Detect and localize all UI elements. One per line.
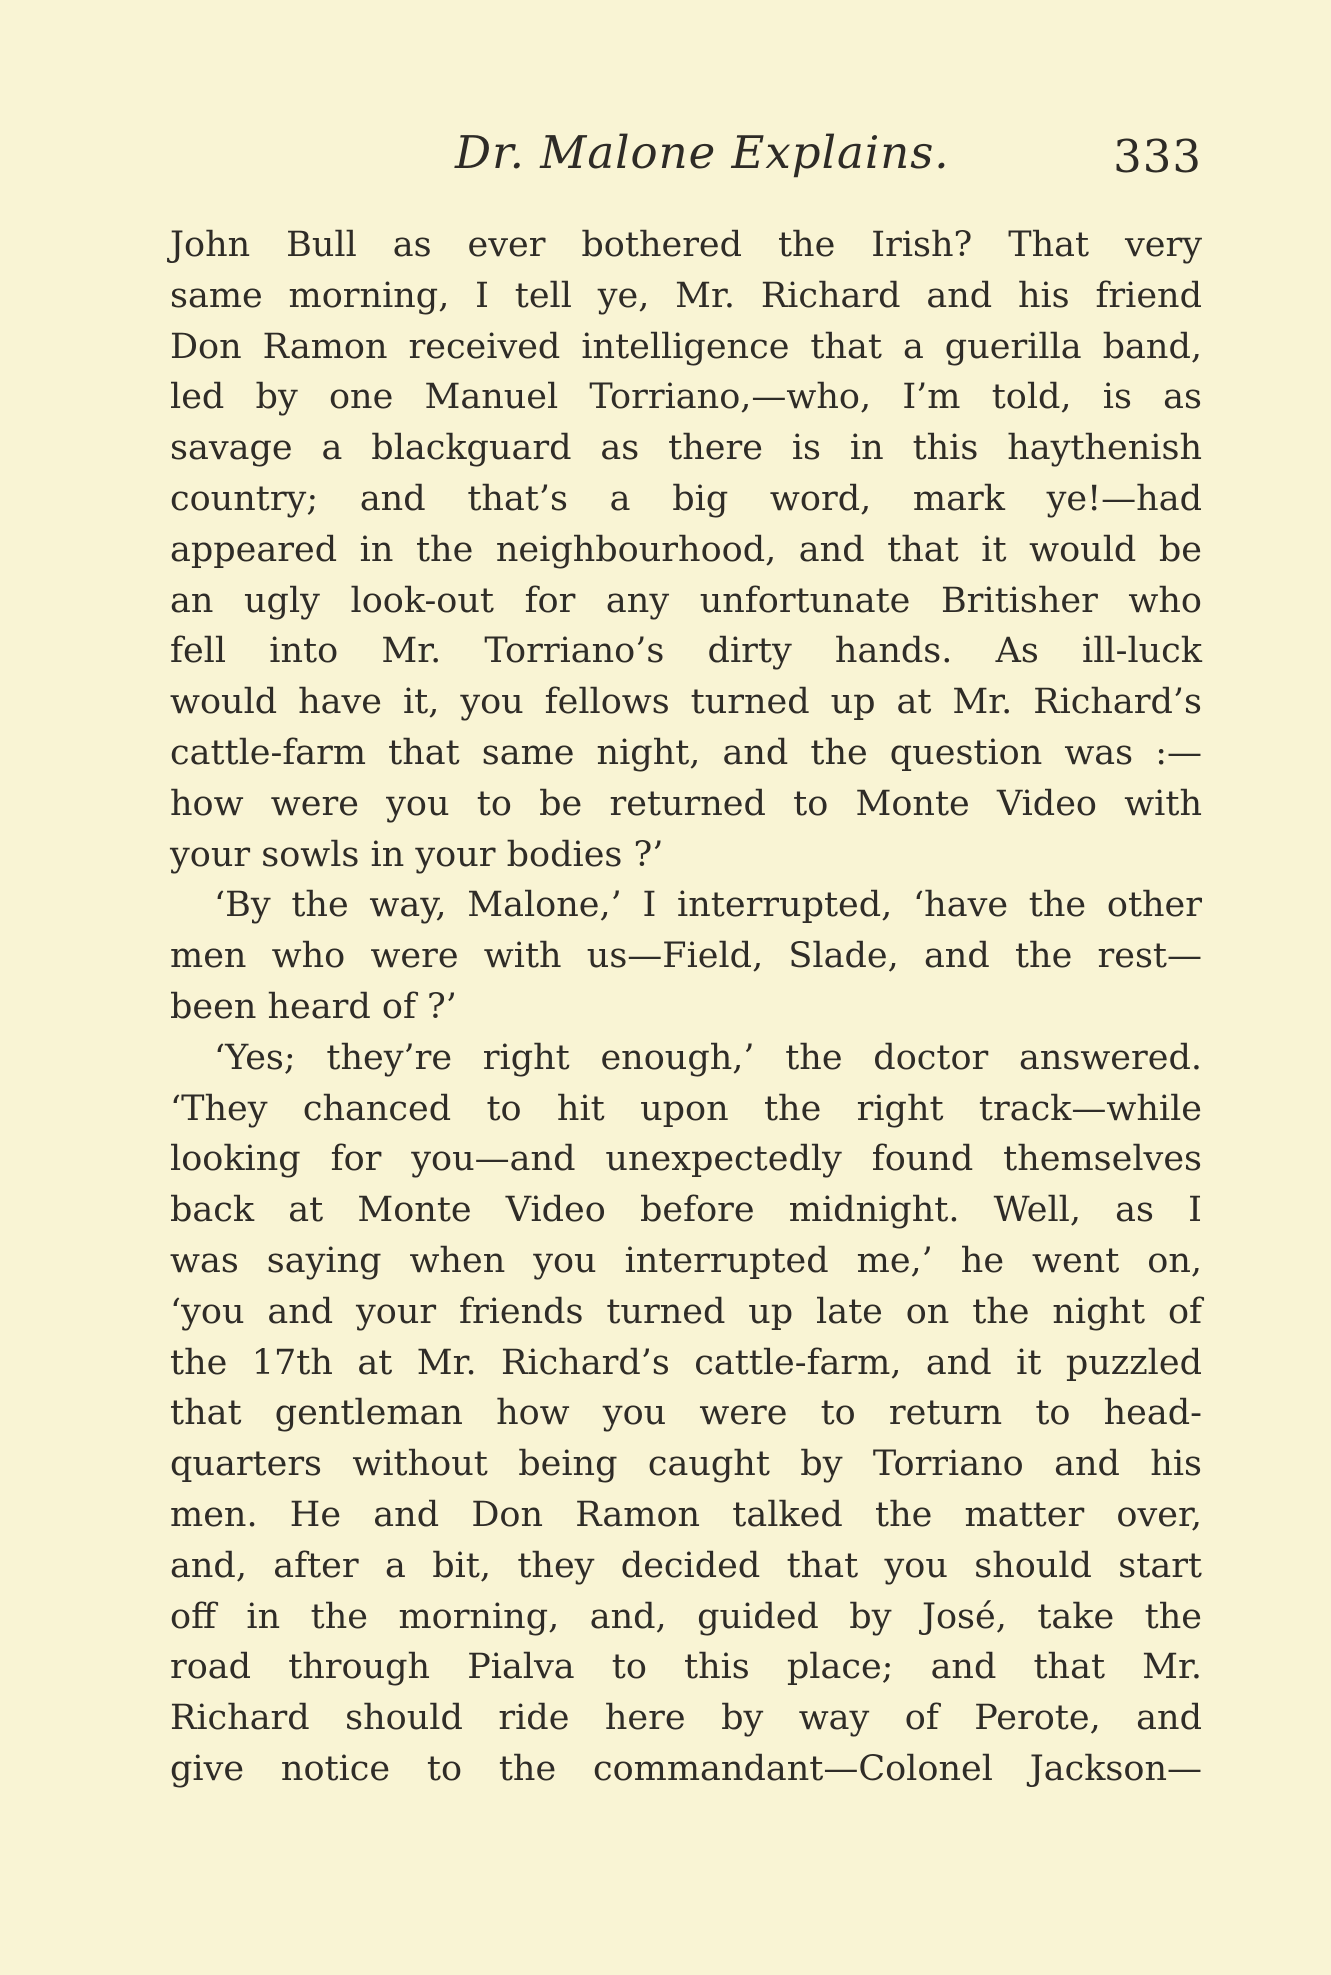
text-line: Don Ramon received intelligence that a guerilla band,: [170, 326, 1202, 367]
text-line: ‘By the way, Malone,’ I interrupted, ‘have the other: [214, 885, 1202, 926]
text-line: fell into Mr. Torriano’s dirty hands. As ill-luck: [170, 631, 1202, 672]
text-line: that gentleman how you were to return to head-: [170, 1393, 1202, 1434]
text-line: John Bull as ever bothered the Irish? That very: [170, 225, 1202, 265]
text-line: quarters without being caught by Torriano and his: [170, 1444, 1202, 1485]
text-line: ‘Yes; they’re right enough,’ the doctor answered.: [214, 1037, 1202, 1078]
text-line: the 17th at Mr. Richard’s cattle-farm, and it puzzled: [170, 1342, 1202, 1383]
text-line: ‘you and your friends turned up late on the night of: [170, 1291, 1202, 1332]
text-line: savage a blackguard as there is in this haythenish: [170, 428, 1202, 469]
text-line: looking for you—and unexpectedly found themselves: [170, 1139, 1202, 1180]
text-line: Richard should ride here by way of Perote, and: [170, 1698, 1202, 1739]
text-line: would have it, you fellows turned up at Mr. Richard’s: [170, 682, 1202, 723]
page-number: 333: [1113, 130, 1202, 183]
text-line: ‘They chanced to hit upon the right track—while: [170, 1088, 1202, 1129]
text-line: was saying when you interrupted me,’ he went on,: [170, 1240, 1202, 1281]
text-line: give notice to the commandant—Colonel Jackson—: [170, 1748, 1202, 1789]
text-line: men. He and Don Ramon talked the matter over,: [170, 1494, 1202, 1535]
text-line: your sowls in your bodies ?’: [170, 834, 664, 875]
text-line: men who were with us—Field, Slade, and the rest—: [170, 936, 1202, 977]
text-line: road through Pialva to this place; and that Mr.: [170, 1647, 1202, 1688]
text-line: same morning, I tell ye, Mr. Richard and his friend: [170, 275, 1202, 316]
text-line: off in the morning, and, guided by José, take the: [170, 1596, 1202, 1637]
body-text: [170, 220, 1202, 1795]
text-line: been heard of ?’: [170, 986, 457, 1027]
text-line: cattle-farm that same night, and the question was :—: [170, 732, 1202, 773]
text-line: and, after a bit, they decided that you should start: [170, 1545, 1202, 1586]
text-line: back at Monte Video before midnight. Well, as I: [170, 1190, 1202, 1231]
running-head: [170, 120, 1202, 190]
text-line: an ugly look-out for any unfortunate Britisher who: [170, 580, 1202, 621]
text-line: country; and that’s a big word, mark ye!—had: [170, 478, 1202, 519]
chapter-title: Dr. Malone Explains.: [455, 126, 950, 179]
text-line: led by one Manuel Torriano,—who, I’m told, is as: [170, 377, 1202, 418]
text-line: appeared in the neighbourhood, and that it would be: [170, 529, 1202, 570]
text-line: how were you to be returned to Monte Video with: [170, 783, 1202, 824]
